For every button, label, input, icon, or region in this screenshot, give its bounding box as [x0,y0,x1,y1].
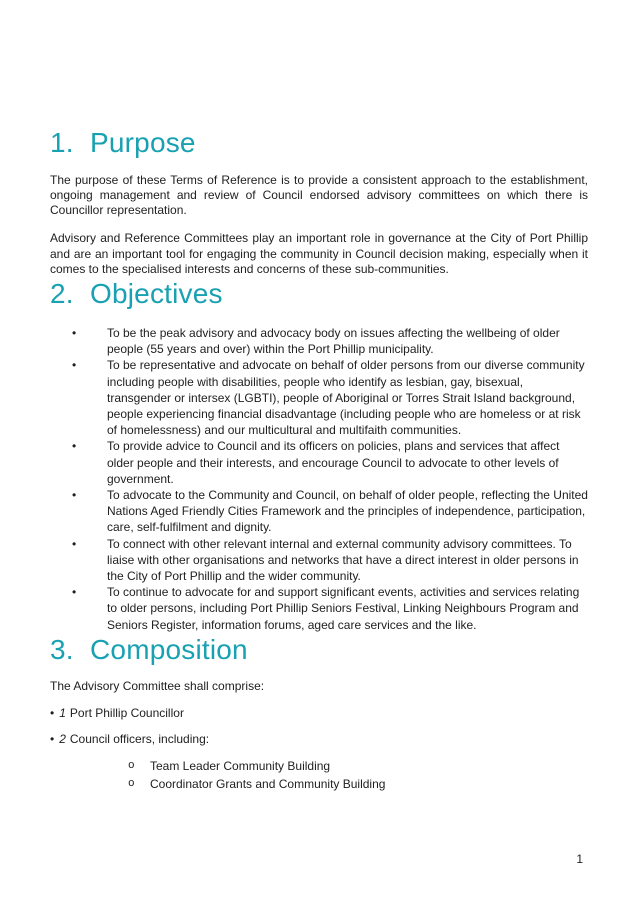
heading-number: 2. [50,278,74,310]
list-item-text: To be representative and advocate on behalf of older persons from our diverse community including people with disabilities, people who identify as lesbian, gay, bisexual, transgender or intersex (LGBTI), people of Aboriginal or Torres Strait Island background, people experiencing financial disadvantage (including people who are homeless or at risk of homelessness) and our multicultural and multifaith communities. [107,358,585,438]
composition-sub-list [50,757,588,793]
bullet-icon: • [72,488,77,502]
purpose-paragraph-1: The purpose of these Terms of Reference is to provide a consistent approach to the establishment, ongoing management and review of Council endorsed advisory committees on which there is Councillor representation. [50,172,588,218]
sub-list-item [128,757,588,775]
bullet-icon: • [50,705,55,720]
list-item-text: To provide advice to Council and its officers on policies, plans and services that affect older people and their interests, and encourage Council to advocate to other levels of government. [107,439,560,486]
sub-list-item-text: Coordinator Grants and Community Building [150,777,386,792]
list-item [50,357,588,438]
section-composition [50,633,588,793]
heading-number: 1. [50,127,74,158]
composition-bullet-officers [50,732,588,747]
bullet-icon: • [50,732,55,747]
objectives-heading [50,277,588,311]
bullet-count: 1 [59,705,66,720]
list-item [50,487,588,536]
heading-text: Objectives [90,278,223,310]
bullet-icon: • [72,439,77,454]
heading-text: Composition [90,633,248,665]
list-item [50,325,588,357]
page-number: 1 [576,852,583,866]
bullet-count: 2 [59,732,66,747]
objectives-list [50,325,588,633]
purpose-paragraph-2: Advisory and Reference Committees play an important role in governance at the City of Port Phillip and are an important tool for engaging the community in Council decision making, especially when it comes to the specialised interests and concerns of these sub-communities. [50,231,588,277]
circle-bullet-icon: o [128,778,135,791]
bullet-text: Port Phillip Councillor [69,705,184,720]
list-item-text: To be the peak advisory and advocacy body on issues affecting the wellbeing of older people (55 years and over) within the Port Phillip municipality. [107,325,560,357]
bullet-icon: • [72,358,77,373]
heading-number: 3. [50,633,74,665]
sub-list-item [128,775,588,793]
bullet-icon: • [72,325,77,340]
list-item-text: To connect with other relevant internal and external community advisory committees. To liaise with other organisations and networks that have a direct interest in older persons in the City of Port Phillip and the wider community. [107,536,579,584]
list-item-text: To advocate to the Community and Council, on behalf of older people, reflecting the United Nations Aged Friendly Cities Framework and the principles of independence, participation, care, self-fulfilment and dignity. [107,488,588,535]
composition-heading [50,633,588,667]
composition-intro: The Advisory Committee shall comprise: [50,679,265,694]
list-item [50,584,588,633]
sub-list-item-text: Team Leader Community Building [150,759,331,774]
bullet-text: Council officers, including: [69,732,210,747]
list-item [50,438,588,487]
circle-bullet-icon: o [128,760,135,773]
section-objectives [50,277,588,632]
section-purpose [50,126,588,277]
heading-text: Purpose [90,127,196,158]
list-item [50,536,588,585]
purpose-heading [50,126,588,160]
bullet-icon: • [72,536,77,551]
list-item-text: To continue to advocate for and support significant events, activities and services relating to older persons, including Port Phillip Seniors Festival, Linking Neighbours Program and Seniors Register, information forums, aged care services and the like. [107,585,580,632]
bullet-icon: • [72,585,77,600]
composition-bullet-councillor [50,706,588,721]
